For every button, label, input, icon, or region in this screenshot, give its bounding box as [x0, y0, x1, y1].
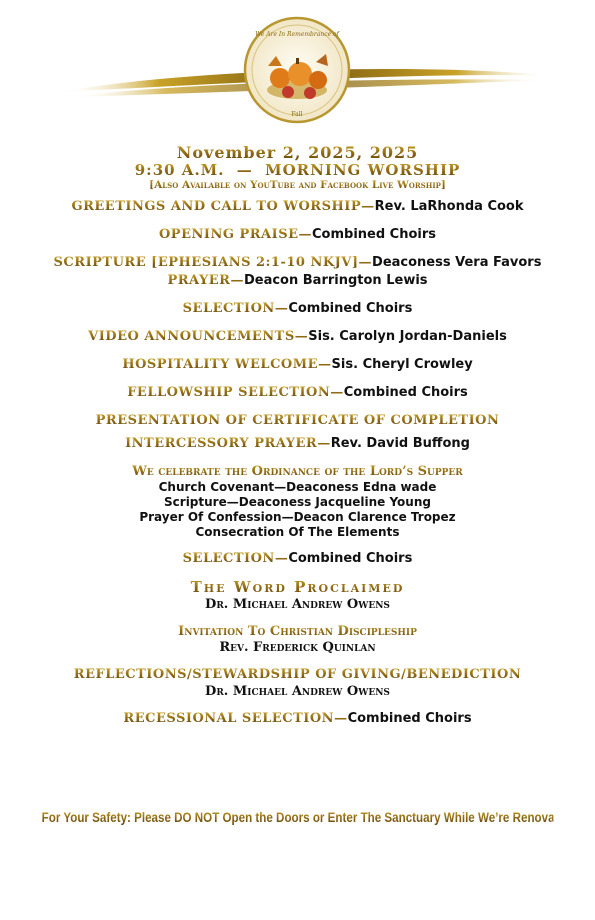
item-dash: — — [298, 227, 312, 242]
item-title: OPENING PRAISE — [158, 227, 299, 242]
item-dash: — — [317, 436, 331, 451]
ordinance-line: Consecration Of The Elements — [195, 525, 400, 539]
program-item — [0, 272, 595, 290]
program-item — [0, 254, 595, 272]
item-title: INTERCESSORY PRAYER — [125, 436, 318, 451]
service-name: MORNING WORSHIP — [264, 161, 461, 179]
item-title: HOSPITALITY WELCOME — [122, 357, 319, 372]
item-title: SCRIPTURE [EPHESIANS 2:1-10 NKJV] — [53, 255, 359, 270]
item-title: RECESSIONAL SELECTION — [123, 711, 335, 726]
item-dash: — — [294, 329, 309, 344]
pumpkin-icon — [270, 68, 290, 88]
pumpkin-icon — [288, 62, 312, 86]
item-leader: Sis. Cheryl Crowley — [331, 357, 473, 372]
autumn-seal-logo — [0, 0, 595, 140]
program-item — [0, 384, 595, 402]
item-title: PRAYER — [167, 273, 231, 288]
pumpkin-stem — [296, 58, 299, 64]
program-item — [0, 198, 595, 216]
item-leader: Combined Choirs — [343, 385, 468, 400]
item-dash: — — [334, 711, 348, 726]
safety-emphasis: DO NOT — [174, 810, 220, 825]
service-time-line — [0, 162, 595, 179]
program-item — [0, 412, 595, 430]
program-item — [0, 435, 595, 453]
pumpkin-icon — [309, 71, 327, 89]
sermon-preacher: Dr. Michael Andrew Owens — [205, 597, 390, 612]
order-of-worship — [0, 144, 595, 728]
ordinance-line: Church Covenant—Deaconess Edna wade — [158, 480, 437, 494]
service-date: November 2, 2025, 2025 — [0, 144, 595, 162]
ordinance-line: Scripture—Deaconess Jacqueline Young — [164, 495, 431, 509]
item-dash: — — [330, 385, 344, 400]
item-title: SELECTION — [182, 301, 275, 316]
invitation-leader: Rev. Frederick Quinlan — [219, 640, 376, 655]
item-leader: Deaconess Vera Favors — [372, 255, 542, 270]
item-dash: — — [318, 357, 332, 372]
item-leader: Rev. David Buffong — [330, 436, 470, 451]
item-leader: Rev. LaRhonda Cook — [374, 199, 524, 214]
program-item — [0, 710, 595, 728]
item-title: SELECTION — [182, 551, 275, 566]
seal-caption-bottom: Fall — [291, 111, 303, 118]
ordinance-title: We celebrate the Ordinance of the Lord’s Supper — [0, 463, 595, 480]
apple-icon — [304, 87, 316, 99]
item-title: GREETINGS AND CALL TO WORSHIP — [71, 199, 362, 214]
item-dash: — — [361, 199, 375, 214]
item-title: REFLECTIONS/STEWARDSHIP OF GIVING/BENEDICTION — [73, 667, 522, 682]
safety-suffix: Open the Doors or Enter The Sanctuary While We’re Renovating — [219, 810, 576, 825]
item-leader: Combined Choirs — [347, 711, 472, 726]
program-item — [0, 550, 595, 568]
safety-prefix: For Your Safety: Please — [41, 810, 175, 825]
safety-notice — [41, 810, 576, 825]
program-item — [0, 328, 595, 346]
ordinance-line: Prayer Of Confession—Deacon Clarence Tropez — [139, 510, 456, 524]
item-title: FELLOWSHIP SELECTION — [127, 385, 331, 400]
item-leader: Combined Choirs — [288, 551, 413, 566]
item-title: VIDEO ANNOUNCEMENTS — [88, 329, 295, 344]
program-item — [0, 300, 595, 318]
apple-icon — [282, 86, 294, 98]
item-leader: Combined Choirs — [288, 301, 413, 316]
invitation-title: Invitation To Christian Discipleship — [0, 623, 595, 640]
livestream-note: [Also Available on YouTube and Facebook Live Worship] — [0, 179, 595, 192]
item-dash: — — [274, 551, 289, 566]
program-item — [0, 356, 595, 374]
item-dash: — — [274, 301, 289, 316]
item-leader: Sis. Carolyn Jordan-Daniels — [308, 329, 507, 344]
program-item — [0, 666, 595, 684]
sermon-title: The Word Proclaimed — [0, 578, 595, 597]
seal-caption-top: We Are In Remembrance of — [255, 31, 339, 38]
service-time: 9:30 A.M. — [134, 161, 225, 179]
item-leader: Combined Choirs — [312, 227, 437, 242]
item-dash: — — [230, 273, 244, 288]
program-item — [0, 226, 595, 244]
item-leader: Deacon Barrington Lewis — [243, 273, 428, 288]
item-dash: — — [358, 255, 373, 270]
benediction-leader: Dr. Michael Andrew Owens — [205, 684, 390, 699]
item-title: PRESENTATION OF CERTIFICATE OF COMPLETION — [95, 413, 500, 428]
header-logo — [0, 0, 595, 140]
time-dash: — — [236, 161, 253, 179]
